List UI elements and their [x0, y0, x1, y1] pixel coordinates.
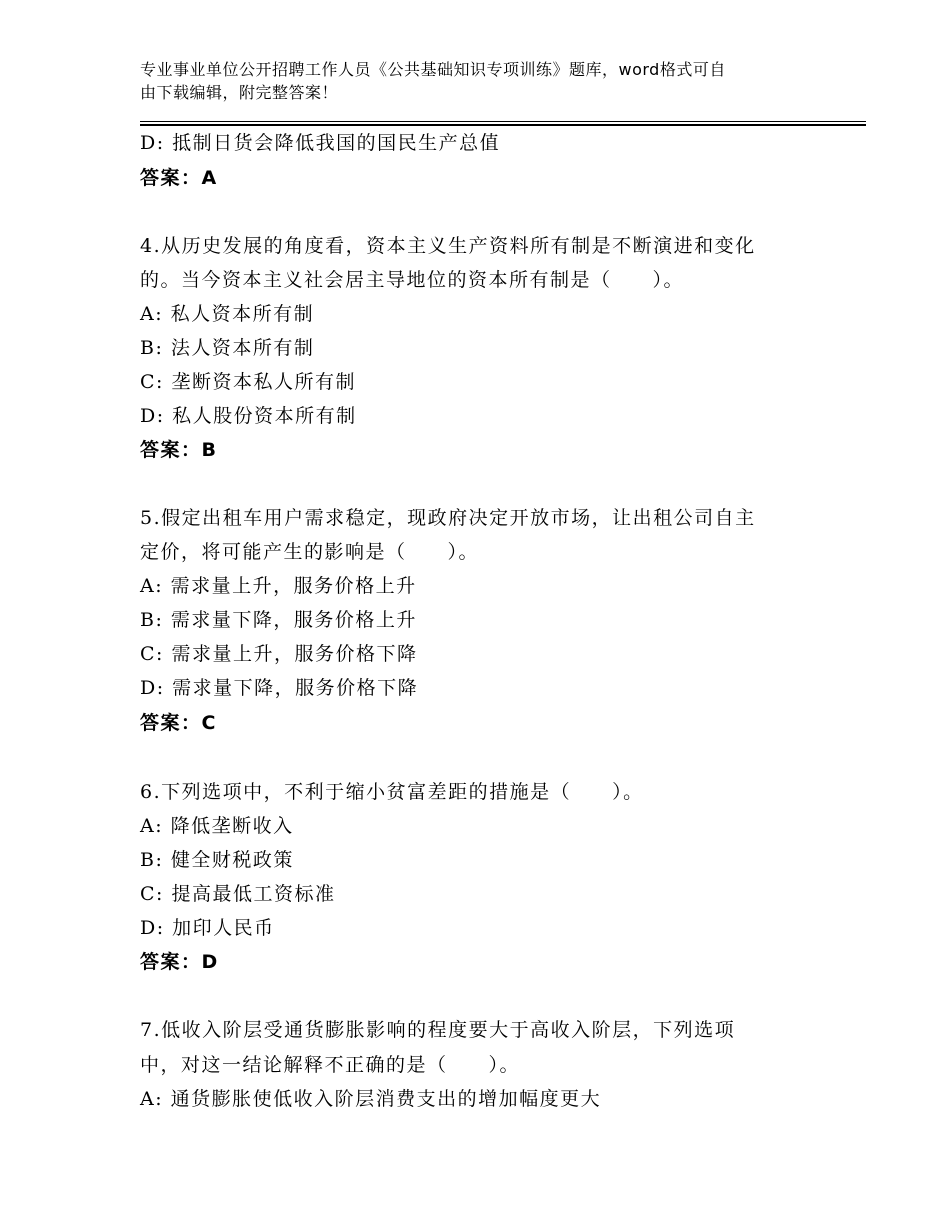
- q3-option-d: D: 抵制日货会降低我国的国民生产总值: [140, 132, 501, 154]
- q6-option-c: C: 提高最低工资标准: [140, 883, 336, 905]
- header-line-2: 由下载编辑，附完整答案！: [140, 83, 339, 102]
- q5-option-b: B: 需求量下降，服务价格上升: [140, 609, 417, 631]
- q5-option-a: A: 需求量上升，服务价格上升: [140, 575, 417, 597]
- q7-option-a: A: 通货膨胀使低收入阶层消费支出的增加幅度更大: [140, 1088, 602, 1110]
- header-rule-thin: [140, 121, 866, 122]
- q4-option-a: A: 私人资本所有制: [140, 303, 315, 325]
- q4-option-c: C: 垄断资本私人所有制: [140, 371, 356, 393]
- q6-option-a: A: 降低垄断收入: [140, 815, 294, 837]
- q4-answer: 答案：B: [140, 439, 218, 461]
- header-line-1: 专业事业单位公开招聘工作人员《公共基础知识专项训练》题库，word格式可自: [140, 60, 726, 79]
- q7-stem-line-1: 7.低收入阶层受通货膨胀影响的程度要大于高收入阶层，下列选项: [140, 1019, 736, 1041]
- q6-option-b: B: 健全财税政策: [140, 849, 294, 871]
- q5-option-c: C: 需求量上升，服务价格下降: [140, 643, 418, 665]
- q7-stem-line-2: 中，对这一结论解释不正确的是（ ）。: [140, 1054, 521, 1076]
- q6-stem-line-1: 6.下列选项中，不利于缩小贫富差距的措施是（ ）。: [140, 781, 644, 803]
- q4-option-b: B: 法人资本所有制: [140, 337, 315, 359]
- q5-stem-line-1: 5.假定出租车用户需求稳定，现政府决定开放市场，让出租公司自主: [140, 507, 756, 529]
- q4-stem-line-2: 的。当今资本主义社会居主导地位的资本所有制是（ ）。: [140, 269, 685, 291]
- q5-answer: 答案：C: [140, 712, 217, 734]
- q6-option-d: D: 加印人民币: [140, 917, 275, 939]
- q5-option-d: D: 需求量下降，服务价格下降: [140, 677, 419, 699]
- q5-stem-line-2: 定价，将可能产生的影响是（ ）。: [140, 541, 480, 563]
- q4-option-d: D: 私人股份资本所有制: [140, 405, 357, 427]
- header-rule-thick: [140, 124, 866, 126]
- q4-stem-line-1: 4.从历史发展的角度看，资本主义生产资料所有制是不断演进和变化: [140, 235, 756, 257]
- q6-answer: 答案：D: [140, 951, 219, 973]
- page-header: [140, 58, 820, 104]
- q3-answer: 答案：A: [140, 167, 218, 189]
